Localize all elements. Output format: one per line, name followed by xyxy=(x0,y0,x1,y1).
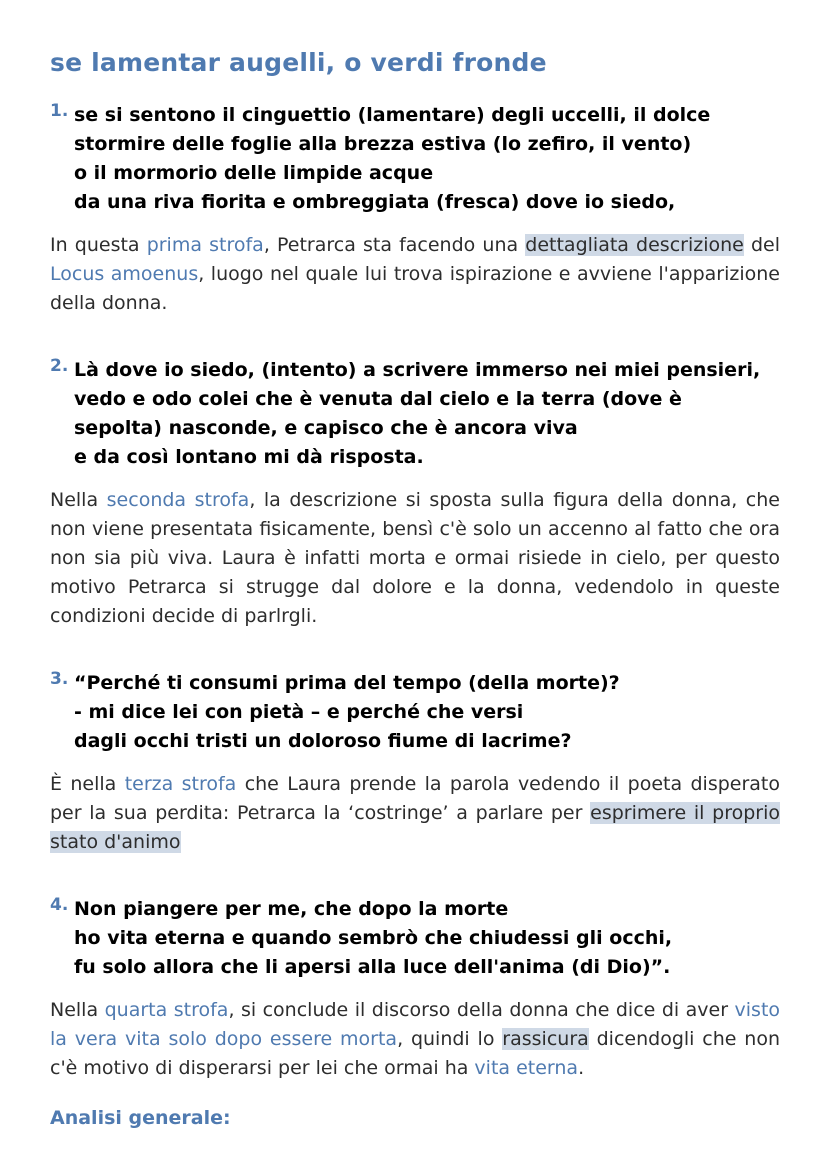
verse-line: dagli occhi tristi un doloroso fiume di lacrime? xyxy=(74,730,572,752)
keyword: terza strofa xyxy=(124,773,237,795)
commentary-text: del xyxy=(743,234,781,256)
commentary-text: Nella xyxy=(50,999,105,1021)
highlighted-text: rassicura xyxy=(502,1028,589,1050)
stanza-1 xyxy=(50,101,780,217)
commentary-text: Nella xyxy=(50,489,107,511)
verse-line: ho vita eterna e quando sembrò che chiudessi gli occhi, xyxy=(74,927,673,949)
commentary-text: , quindi lo xyxy=(397,1028,503,1050)
commentary-text: , Petrarca sta facendo una xyxy=(263,234,526,256)
stanza-number: 3. xyxy=(50,669,69,689)
commentary-text: , luogo nel quale lui trova ispirazione e avviene l'apparizione della donna. xyxy=(50,263,780,314)
verse-line: sepolta) nasconde, e capisco che è ancora viva xyxy=(74,417,578,439)
verse-line: e da così lontano mi dà risposta. xyxy=(74,446,424,468)
stanza-number: 4. xyxy=(50,895,69,915)
verse-line: vedo e odo colei che è venuta dal cielo e la terra (dove è xyxy=(74,388,682,410)
stanza-number: 1. xyxy=(50,101,69,121)
stanza-number: 2. xyxy=(50,356,69,376)
stanza-4 xyxy=(50,895,780,982)
keyword: vita eterna xyxy=(474,1057,579,1079)
section-heading: Analisi generale: xyxy=(50,1107,231,1129)
verse-line: “Perché ti consumi prima del tempo (della morte)? xyxy=(74,672,620,694)
commentary-paragraph-2 xyxy=(50,486,780,631)
verse-line: da una riva fiorita e ombreggiata (fresca) dove io siedo, xyxy=(74,191,676,213)
verse-line: stormire delle foglie alla brezza estiva (lo zefiro, il vento) xyxy=(74,133,692,155)
highlighted-text: esprimere il proprio stato d'animo xyxy=(50,802,780,853)
verse-line: Là dove io siedo, (intento) a scrivere immerso nei miei pensieri, xyxy=(74,359,761,381)
verse-line: se si sentono il cinguettio (lamentare) degli uccelli, il dolce xyxy=(74,104,711,126)
keyword: prima strofa xyxy=(146,234,264,256)
keyword: Locus amoenus xyxy=(50,263,199,285)
commentary-text: . xyxy=(578,1057,585,1079)
verse-line: - mi dice lei con pietà – e perché che versi xyxy=(74,701,524,723)
commentary-text: , la descrizione si sposta sulla figura della donna, che non viene presentata fisicamente, bensì c'è solo un accenno al fatto che ora non sia più viva. Laura è infatti morta e ormai risiede in cielo, per questo motivo Petrarca si strugge dal dolore e la donna, vedendolo in queste condizioni decide di parlrgli. xyxy=(50,489,780,627)
verse-line: fu solo allora che li apersi alla luce dell'anima (di Dio)”. xyxy=(74,956,671,978)
keyword: quarta strofa xyxy=(104,999,229,1021)
keyword: visto la vera vita solo dopo essere morta xyxy=(50,999,781,1050)
commentary-paragraph-1 xyxy=(50,231,780,318)
commentary-paragraph-4 xyxy=(50,996,780,1083)
stanza-3 xyxy=(50,669,780,756)
verse-line: Non piangere per me, che dopo la morte xyxy=(74,898,509,920)
commentary-text: È nella xyxy=(50,773,125,795)
stanza-2 xyxy=(50,356,780,472)
commentary-text: dicendogli che non c'è motivo di disperarsi per lei che ormai ha xyxy=(50,1028,781,1079)
commentary-text: che Laura prende la parola vedendo il poeta disperato per la sua perdita: Petrarca la ‘costringe’ a parlare per xyxy=(50,773,780,824)
commentary-paragraph-3 xyxy=(50,770,780,857)
page-title: se lamentar augelli, o verdi fronde xyxy=(50,48,547,77)
highlighted-text: dettagliata descrizione xyxy=(525,234,744,256)
verse-line: o il mormorio delle limpide acque xyxy=(74,162,434,184)
commentary-text: , si conclude il discorso della donna che dice di aver xyxy=(228,999,735,1021)
commentary-text: In questa xyxy=(50,234,147,256)
keyword: seconda strofa xyxy=(106,489,250,511)
